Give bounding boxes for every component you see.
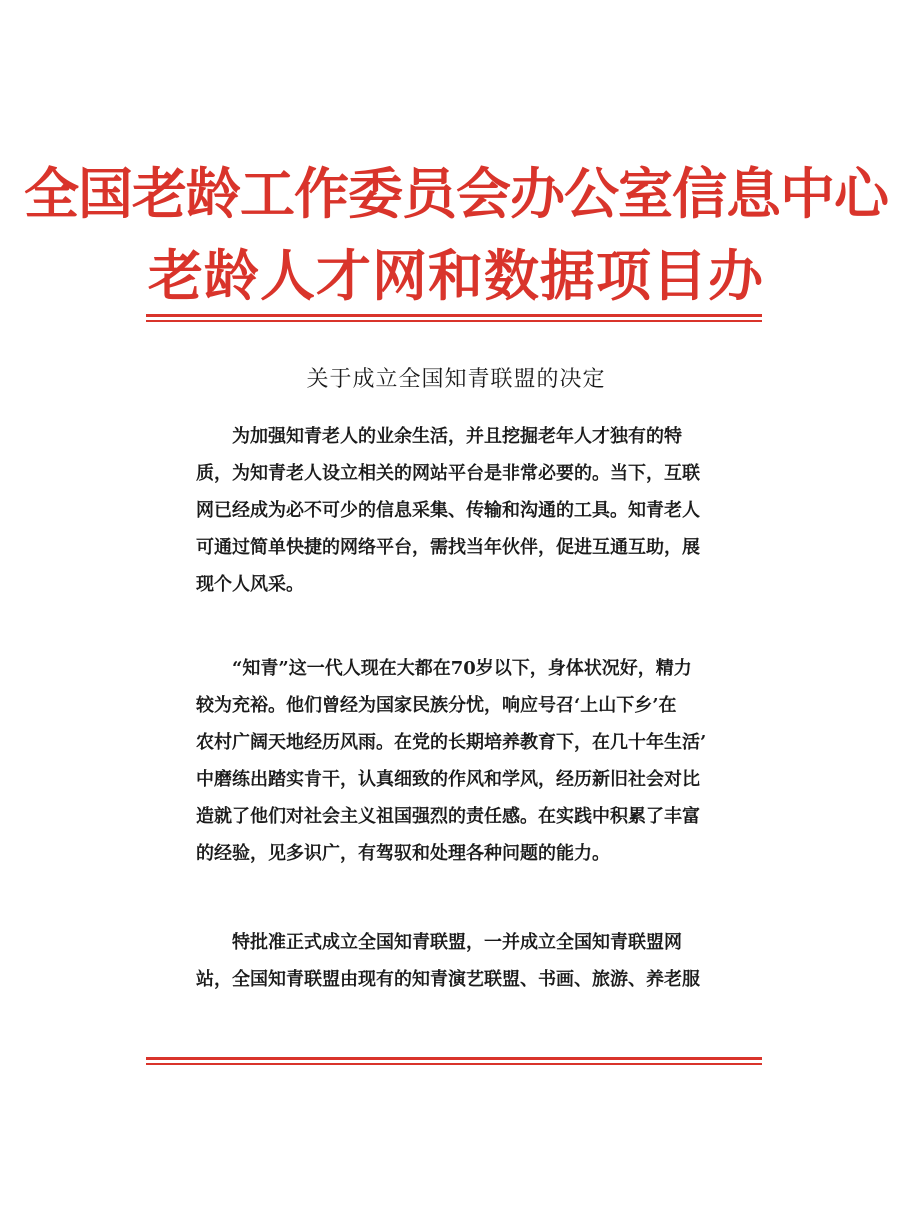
paragraph-line: 的经验，见多识广，有驾驭和处理各种问题的能力。 — [196, 843, 610, 864]
paragraph-line: 现个人风采。 — [196, 574, 304, 595]
paragraph-line: 站，全国知青联盟由现有的知青演艺联盟、书画、旅游、养老服 — [196, 969, 700, 990]
paragraph-line: 造就了他们对社会主义祖国强烈的责任感。在实践中积累了丰富 — [196, 806, 700, 827]
paragraph-line: 中磨练出踏实肯干，认真细致的作风和学风，经历新旧社会对比 — [196, 769, 700, 790]
paragraph-line: 为加强知青老人的业余生活，并且挖掘老年人才独有的特 — [232, 426, 682, 447]
paragraph-1 — [196, 418, 736, 603]
paragraph-3 — [196, 924, 736, 998]
paragraph-line: 可通过简单快捷的网络平台，需找当年伙伴，促进互通互助，展 — [196, 537, 700, 558]
footer-rule-thick — [146, 1057, 762, 1060]
letterhead-line-1: 全国老龄工作委员会办公室信息中心 — [23, 161, 888, 226]
footer-rule-thin — [146, 1063, 762, 1065]
letterhead-line-2: 老龄人才网和数据项目办 — [147, 243, 764, 308]
paragraph-line: 农村广阔天地经历风雨。在党的长期培养教育下，在几十年生活’ — [196, 732, 707, 753]
paragraph-line: “知青”这一代人现在大都在70岁以下，身体状况好，精力 — [232, 658, 692, 679]
paragraph-line: 特批准正式成立全国知青联盟，一并成立全国知青联盟网 — [232, 932, 682, 953]
letterhead-top-rule-thick — [146, 314, 762, 317]
paragraph-2 — [196, 650, 736, 872]
paragraph-line: 网已经成为必不可少的信息采集、传输和沟通的工具。知青老人 — [196, 500, 700, 521]
paragraph-line: 质，为知青老人设立相关的网站平台是非常必要的。当下，互联 — [196, 463, 700, 484]
letterhead-top-rule-thin — [146, 320, 762, 322]
document-title: 关于成立全国知青联盟的决定 — [306, 367, 606, 392]
paragraph-line: 较为充裕。他们曾经为国家民族分忧，响应号召‘上山下乡’在 — [196, 695, 677, 716]
